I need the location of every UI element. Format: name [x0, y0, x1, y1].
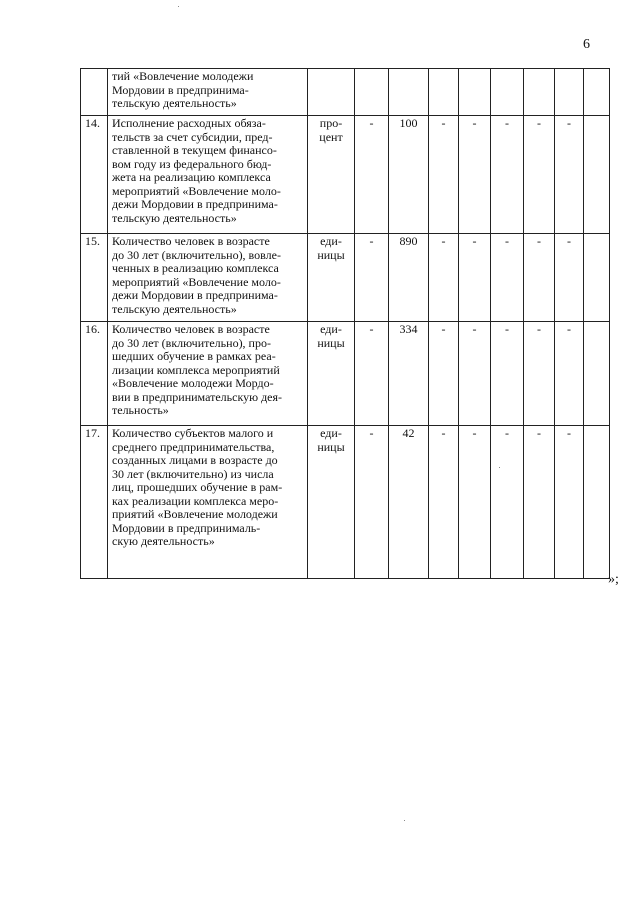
row-number: [81, 69, 108, 116]
value-cell: [491, 69, 524, 116]
value-cell: -: [429, 426, 459, 579]
indicator-name: [108, 69, 308, 116]
value-cell: -: [491, 426, 524, 579]
indicator-name-line: тельность»: [112, 403, 169, 417]
unit-of-measure: [308, 426, 355, 579]
table-body: [81, 69, 610, 579]
value-cell: [459, 69, 491, 116]
unit-line: ницы: [317, 335, 345, 350]
scan-speck: [499, 467, 500, 468]
indicator-name-line: ченных в реализацию комплекса: [112, 261, 279, 275]
indicator-name-line: Количество человек в возрасте: [112, 234, 270, 248]
table-row: [81, 116, 610, 234]
value-cell: [584, 322, 610, 426]
indicator-name-line: дежи Мордовии в предпринима-: [112, 197, 278, 211]
value-cell: -: [524, 322, 555, 426]
value-cell: -: [459, 426, 491, 579]
indicator-name-line: скую деятельность»: [112, 534, 215, 548]
value-cell: 42: [389, 426, 429, 579]
indicator-name-line: Мордовии в предпринималь-: [112, 520, 261, 535]
value-cell: 100: [389, 116, 429, 234]
indicator-name-line: мероприятий «Вовлечение моло-: [112, 183, 281, 198]
indicator-name-line: Мордовии в предпринима-: [112, 82, 249, 97]
row-number: 17.: [81, 426, 108, 579]
indicator-name-line: созданных лицами в возрасте до: [112, 453, 278, 467]
closing-quote-mark: »;: [608, 572, 619, 587]
indicator-name: [108, 322, 308, 426]
indicator-name-line: лизации комплекса мероприятий: [112, 362, 280, 377]
indicator-name-line: Количество субъектов малого и: [112, 426, 274, 440]
value-cell: [584, 69, 610, 116]
value-cell: -: [355, 234, 389, 322]
value-cell: -: [429, 322, 459, 426]
value-cell: -: [459, 322, 491, 426]
value-cell: -: [524, 234, 555, 322]
value-cell: -: [459, 234, 491, 322]
table-row: [81, 234, 610, 322]
indicator-name-line: тельств за счет субсидии, пред-: [112, 129, 273, 144]
value-cell: -: [429, 234, 459, 322]
row-number: 15.: [81, 234, 108, 322]
unit-of-measure: [308, 69, 355, 116]
indicator-name-line: лиц, прошедших обучение в рам-: [112, 480, 283, 494]
indicator-name-line: вом году из федерального бюд-: [112, 156, 272, 171]
indicator-name-line: мероприятий «Вовлечение моло-: [112, 274, 281, 289]
indicator-name-line: ставленной в текущем финансо-: [112, 143, 277, 157]
indicator-name-line: тий «Вовлечение молодежи: [112, 69, 254, 83]
row-number: 14.: [81, 116, 108, 234]
value-cell: -: [459, 116, 491, 234]
unit-line: ницы: [317, 439, 345, 454]
row-number: 16.: [81, 322, 108, 426]
indicator-name-line: 30 лет (включительно) из числа: [112, 466, 274, 481]
value-cell: -: [429, 116, 459, 234]
table-row: [81, 426, 610, 579]
value-cell: -: [491, 234, 524, 322]
unit-line: еди-: [320, 322, 342, 336]
scan-speck: [178, 6, 179, 7]
indicator-name-line: Исполнение расходных обяза-: [112, 116, 266, 130]
indicator-name-line: «Вовлечение молодежи Мордо-: [112, 376, 274, 390]
value-cell: 334: [389, 322, 429, 426]
value-cell: -: [491, 322, 524, 426]
value-cell: [389, 69, 429, 116]
unit-line: ницы: [317, 247, 345, 262]
indicator-name-line: приятий «Вовлечение молодежи: [112, 507, 278, 521]
unit-line: еди-: [320, 234, 342, 248]
unit-line: про-: [319, 116, 343, 130]
unit-of-measure: [308, 322, 355, 426]
unit-line: цент: [319, 129, 343, 144]
indicator-name: [108, 116, 308, 234]
value-cell: -: [555, 234, 584, 322]
value-cell: -: [355, 116, 389, 234]
value-cell: [429, 69, 459, 116]
indicator-name-line: тельскую деятельность»: [112, 210, 237, 225]
unit-of-measure: [308, 116, 355, 234]
value-cell: 890: [389, 234, 429, 322]
unit-of-measure: [308, 234, 355, 322]
unit-line: еди-: [320, 426, 342, 440]
indicator-name: [108, 426, 308, 579]
indicator-name-line: жета на реализацию комплекса: [112, 170, 271, 184]
indicator-name-line: ках реализации комплекса меро-: [112, 493, 279, 508]
value-cell: [584, 116, 610, 234]
indicators-table: [80, 68, 610, 579]
value-cell: -: [491, 116, 524, 234]
page-number: 6: [583, 37, 590, 52]
indicator-name-line: до 30 лет (включительно), про-: [112, 335, 271, 350]
value-cell: -: [555, 322, 584, 426]
indicator-name-line: Количество человек в возрасте: [112, 322, 270, 336]
table-row: [81, 69, 610, 116]
value-cell: [584, 234, 610, 322]
value-cell: -: [355, 322, 389, 426]
value-cell: -: [524, 426, 555, 579]
scan-speck: [404, 820, 405, 821]
indicator-name: [108, 234, 308, 322]
indicator-name-line: до 30 лет (включительно), вовле-: [112, 247, 281, 262]
value-cell: -: [524, 116, 555, 234]
value-cell: -: [355, 426, 389, 579]
value-cell: [355, 69, 389, 116]
table-row: [81, 322, 610, 426]
value-cell: [584, 426, 610, 579]
value-cell: [524, 69, 555, 116]
value-cell: -: [555, 426, 584, 579]
indicator-name-line: шедших обучение в рамках реа-: [112, 349, 276, 363]
indicator-name-line: тельскую деятельность»: [112, 301, 237, 316]
value-cell: [555, 69, 584, 116]
value-cell: -: [555, 116, 584, 234]
indicator-name-line: среднего предпринимательства,: [112, 439, 275, 454]
indicator-name-line: дежи Мордовии в предпринима-: [112, 288, 278, 302]
indicator-name-line: вии в предпринимательскую дея-: [112, 389, 283, 404]
indicator-name-line: тельскую деятельность»: [112, 96, 237, 110]
